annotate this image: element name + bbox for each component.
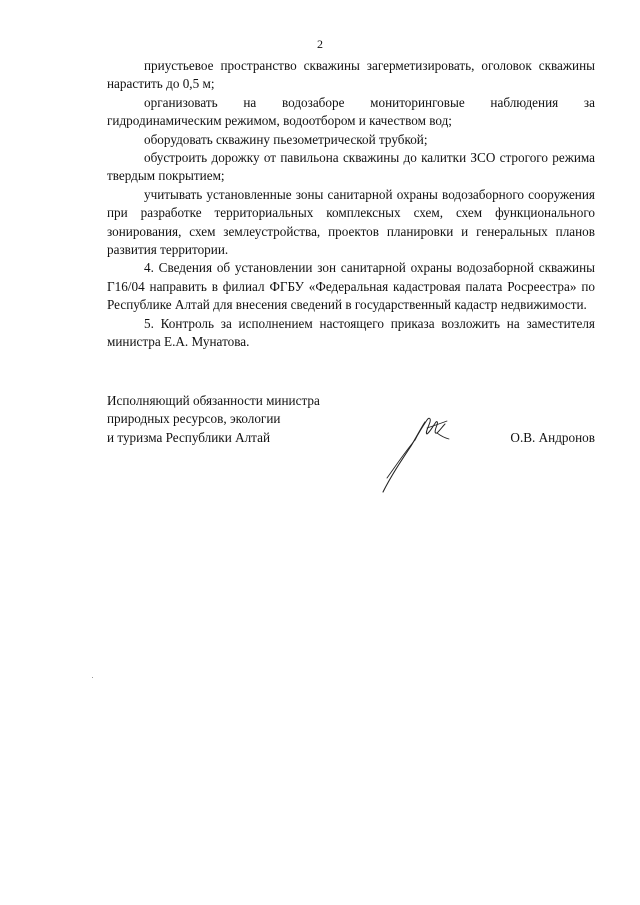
paragraph: обустроить дорожку от павильона скважины до калитки ЗСО строгого режима твердым покрытием; xyxy=(107,150,595,184)
paragraph: организовать на водозаборе мониторинговые наблюдения за гидродинамическим режимом, водоотбором и качеством вод; xyxy=(107,94,595,129)
signer-position-line: Исполняющий обязанности министра xyxy=(107,393,320,408)
page-number: 2 xyxy=(317,37,323,51)
signature-block xyxy=(107,392,595,492)
paragraph: учитывать установленные зоны санитарной охраны водозаборного сооружения при разработке территориальных комплексных схем, схем функционального зонирования, схем землеустройства, проектов планировки и генеральных планов развития территории. xyxy=(107,186,595,258)
signer-name: О.В. Андронов xyxy=(510,429,595,445)
signer-position xyxy=(107,392,367,447)
document-body xyxy=(107,57,595,352)
paragraph: приустьевое пространство скважины загерметизировать, оголовок скважины нарастить до 0,5 м; xyxy=(107,58,595,92)
paragraph: 5. Контроль за исполнением настоящего приказа возложить на заместителя министра Е.А. Мунатова. xyxy=(107,315,595,350)
signer-position-line: природных ресурсов, экологии xyxy=(107,411,281,427)
paragraph: оборудовать скважину пьезометрической трубкой; xyxy=(144,131,428,147)
signer-position-line: и туризма Республики Алтай xyxy=(107,429,271,445)
handwritten-signature xyxy=(375,406,465,496)
paragraph: 4. Сведения об установлении зон санитарной охраны водозаборной скважины Г16/04 направить в филиал ФГБУ «Федеральная кадастровая палата Росреестра» по Республике Алтай для внесения сведений в государственный кадастр недвижимости. xyxy=(107,260,595,313)
scan-artifact-dot xyxy=(92,677,93,678)
